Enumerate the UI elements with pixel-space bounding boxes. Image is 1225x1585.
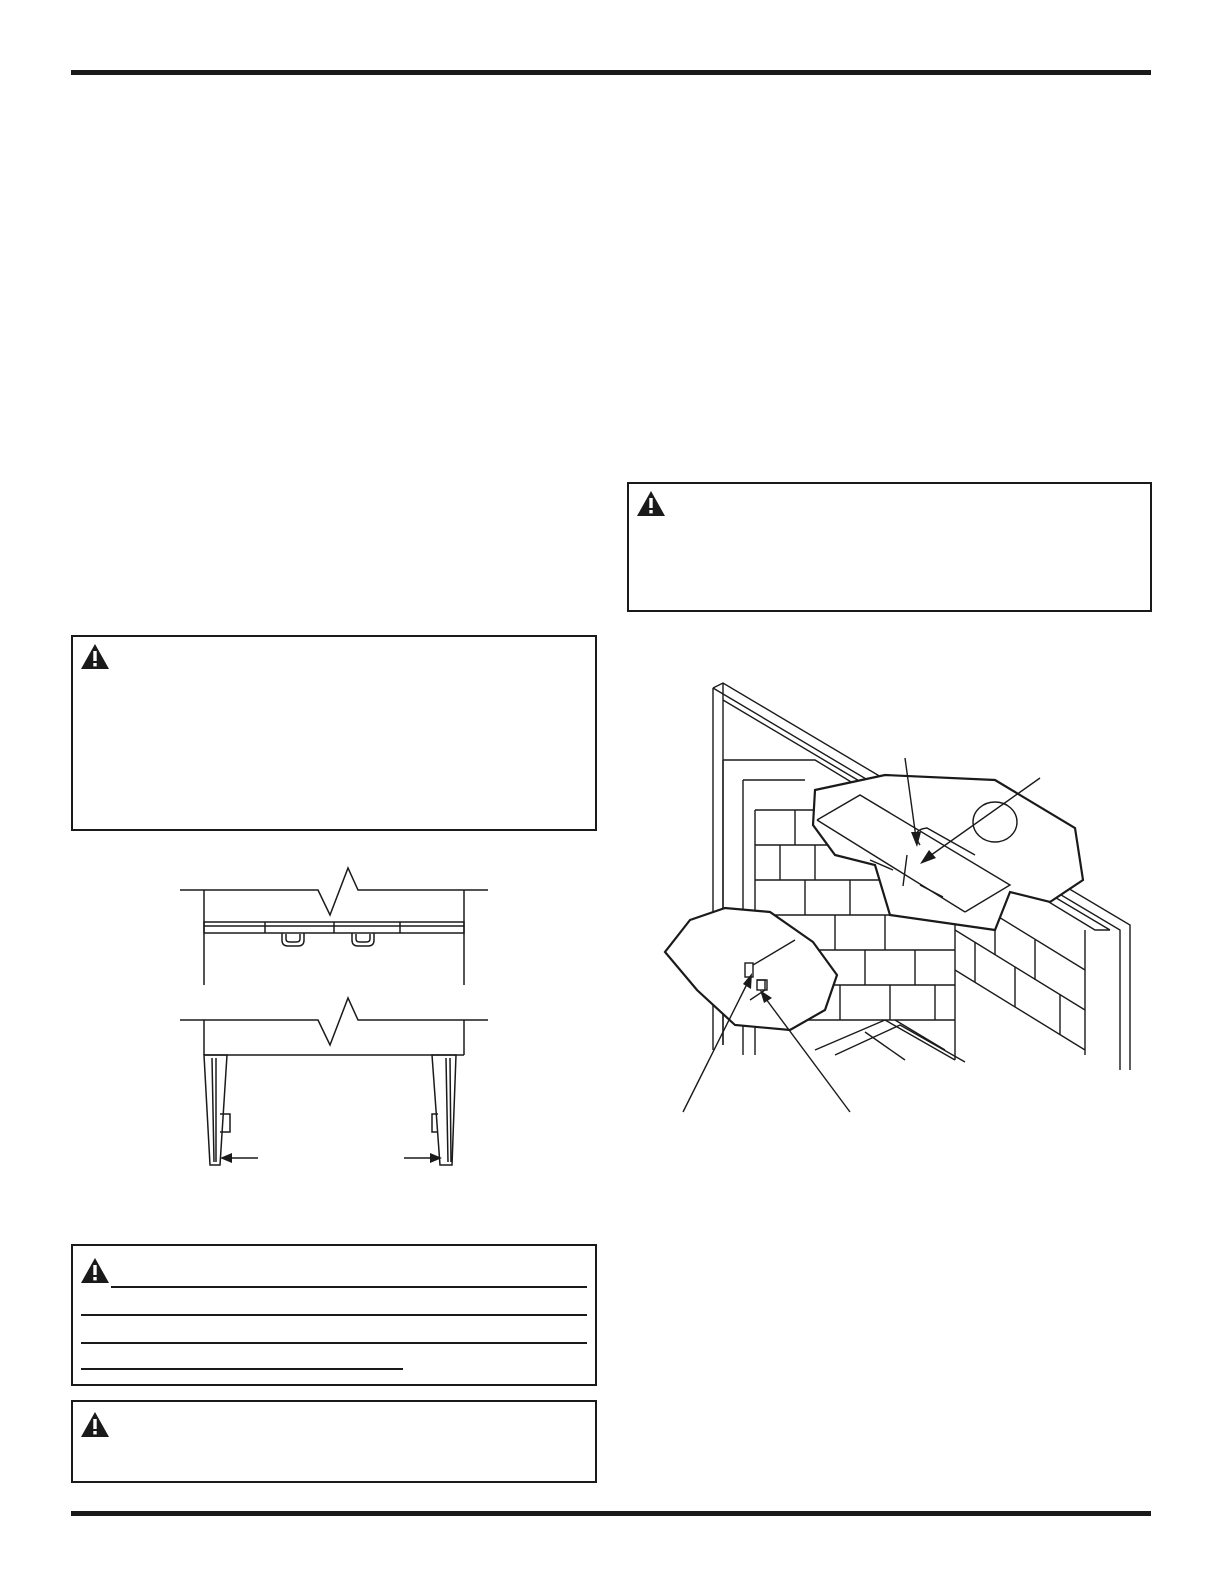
warning-triangle-icon (80, 1411, 110, 1438)
warning-triangle-icon (80, 643, 110, 670)
break-line-lower (180, 998, 488, 1045)
warning-box-left-upper (71, 635, 597, 831)
top-rule (71, 70, 1151, 75)
break-line-upper (180, 868, 488, 915)
door-latch-diagram (170, 860, 500, 1180)
underline-1 (111, 1286, 587, 1288)
arrow-head-left (220, 1153, 232, 1163)
underline-2 (81, 1314, 587, 1316)
warning-box-right (627, 482, 1152, 612)
warning-triangle-icon (80, 1257, 110, 1284)
bottom-rule (71, 1511, 1151, 1516)
underline-4 (81, 1368, 403, 1370)
warning-box-left-lower (71, 1244, 597, 1386)
warning-triangle-icon (636, 490, 666, 517)
grate (815, 1020, 965, 1062)
underline-3 (81, 1342, 587, 1344)
firebox-illustration (665, 680, 1155, 1135)
warning-box-left-bottom (71, 1400, 597, 1483)
door-panel-right (432, 1055, 456, 1165)
callout-octagon-lower (665, 908, 837, 1030)
